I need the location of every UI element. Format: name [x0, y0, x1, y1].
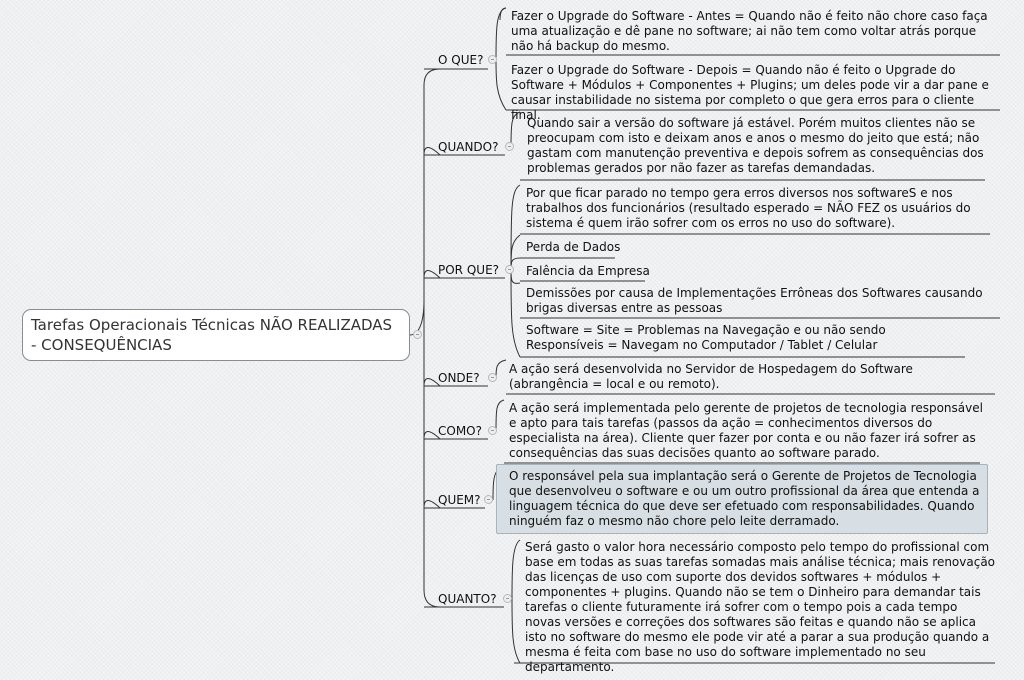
- note-text: Perda de Dados: [526, 240, 621, 254]
- note-text: Software = Site = Problemas na Navegação e ou não sendo Responsíveis = Navegam no Computador / Tablet / Celular: [526, 323, 886, 352]
- collapse-icon[interactable]: [484, 495, 493, 504]
- note-software-site[interactable]: [526, 323, 966, 353]
- note-quem[interactable]: [509, 469, 983, 529]
- branch-quanto-label: QUANTO?: [438, 592, 497, 606]
- note-o-que-depois[interactable]: [511, 63, 996, 123]
- note-text: Fazer o Upgrade do Software - Depois = Quando não é feito o Upgrade do Software + Módulos + Componentes + Plugins; um deles pode vir a dar pane e causar instabilidade no sistema por completo o que gera erros para o cliente final.: [511, 63, 989, 122]
- root-topic-text: Tarefas Operacionais Técnicas NÃO REALIZADAS - CONSEQUÊNCIAS: [31, 316, 393, 354]
- branch-quando-label: QUANDO?: [438, 140, 499, 154]
- branch-como-label: COMO?: [438, 424, 482, 438]
- note-onde[interactable]: [509, 362, 989, 392]
- note-text: Quando sair a versão do software já estável. Porém muitos clientes não se preocupam com isto e deixam anos e anos o mesmo do jeito que está; não gastam com manutenção preventiva e depois sofrem as consequências dos problemas gerados por não fazer as tarefas demandadas.: [527, 116, 984, 175]
- note-text: Fazer o Upgrade do Software - Antes = Quando não é feito não chore caso faça uma atualização e dê pane no software; ai não tem como voltar atrás porque não há backup do mesmo.: [511, 9, 988, 53]
- branch-quem-label: QUEM?: [438, 493, 481, 507]
- root-topic[interactable]: [22, 309, 410, 361]
- branch-o-que-label: O QUE?: [438, 53, 484, 67]
- collapse-icon[interactable]: [488, 373, 497, 382]
- note-perda-de-dados[interactable]: [526, 240, 620, 255]
- note-quando[interactable]: [527, 116, 1002, 176]
- note-o-que-antes[interactable]: [511, 9, 996, 54]
- branch-quando[interactable]: [438, 139, 498, 155]
- branch-quem[interactable]: [438, 492, 481, 508]
- collapse-icon[interactable]: [488, 55, 497, 64]
- note-text: A ação será implementada pelo gerente de projetos de tecnologia responsável e apto para tais tarefas (passos da ação = conhecimentos diversos do especialista na área). Cliente quer fazer por conta e ou não fazer irá sofrer as consequências das suas decisões quanto ao software parado.: [509, 401, 983, 460]
- note-falencia[interactable]: [526, 264, 650, 279]
- note-por-que-erros[interactable]: [526, 186, 996, 231]
- branch-onde[interactable]: [438, 370, 480, 386]
- collapse-icon[interactable]: [505, 265, 514, 274]
- note-text: O responsável pela sua implantação será o Gerente de Projetos de Tecnologia que desenvolveu o software e ou um outro profissional da área que entenda a linguagem técnica do que deve ser efetuado com responsabilidades. Quando ninguém faz o mesmo não chore pelo leite derramado.: [509, 469, 980, 528]
- branch-o-que[interactable]: [438, 52, 483, 68]
- note-demissoes[interactable]: [526, 286, 998, 316]
- note-como[interactable]: [509, 401, 984, 461]
- note-text: Falência da Empresa: [526, 264, 650, 278]
- collapse-icon[interactable]: [488, 426, 497, 435]
- branch-por-que[interactable]: [438, 262, 499, 278]
- branch-por-que-label: POR QUE?: [438, 263, 500, 277]
- collapse-icon[interactable]: [503, 594, 512, 603]
- note-text: Será gasto o valor hora necessário composto pelo tempo do profissional com base em todas as suas tarefas somadas mais análise técnica; mais renovação das licenças de uso com suporte dos devidos softwares + módulos + componentes + plugins. Quando não se tem o Dinheiro para demandar tais tarefas o cliente futuramente irá sofrer com o tempo pois a cada tempo novas versões e correções dos softwares são feitas e quando não se aplica isto no software do mesmo ele pode vir até a parar a sua produção quando a mesma é feita com base no uso do software implementado no seu departamento.: [525, 540, 996, 674]
- note-quanto[interactable]: [525, 540, 995, 675]
- collapse-icon[interactable]: [505, 142, 514, 151]
- note-text: Por que ficar parado no tempo gera erros diversos nos softwareS e nos trabalhos dos funcionários (resultado esperado = NÃO FEZ os usuários do sistema é quem irão sofrer com os erros no uso do software).: [526, 186, 971, 230]
- branch-onde-label: ONDE?: [438, 371, 480, 385]
- branch-quanto[interactable]: [438, 591, 497, 607]
- collapse-icon[interactable]: [413, 330, 422, 339]
- note-text: A ação será desenvolvida no Servidor de Hospedagem do Software (abrangência = local e ou remoto).: [509, 362, 913, 391]
- branch-como[interactable]: [438, 423, 482, 439]
- note-text: Demissões por causa de Implementações Errôneas dos Softwares causando brigas diversas entre as pessoas: [526, 286, 983, 315]
